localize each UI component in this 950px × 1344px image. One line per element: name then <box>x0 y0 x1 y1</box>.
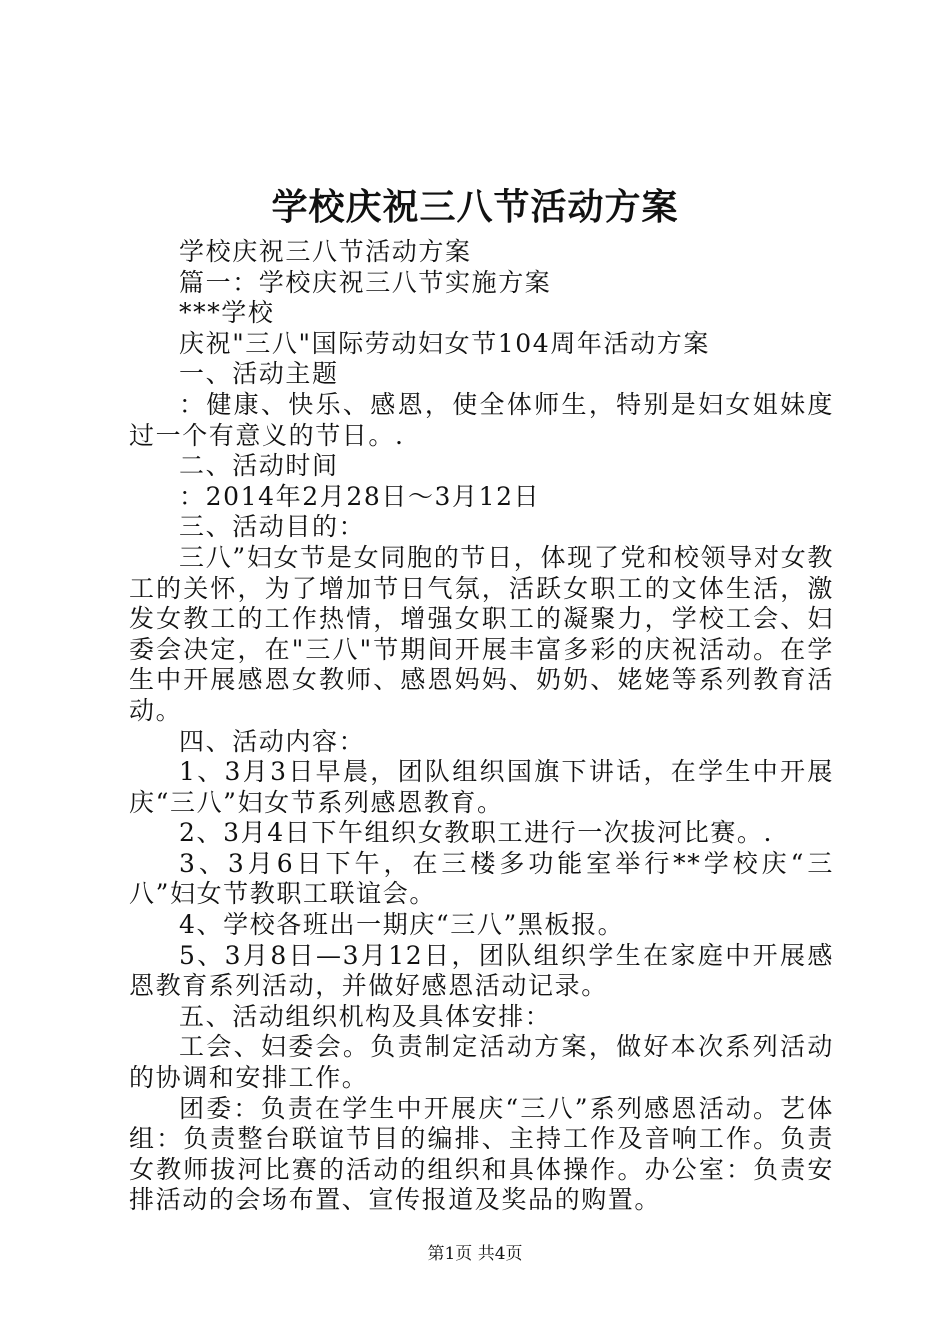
list-item-content-5: 5、3月8日—3月12日，团队组织学生在家庭中开展感恩教育系列活动，并做好感恩活动记录。 <box>129 940 834 1001</box>
list-item-content-3: 3、3月6日下午，在三楼多功能室举行**学校庆“三八”妇女节教职工联谊会。 <box>129 848 834 909</box>
section-heading-time: 二、活动时间 <box>179 451 339 481</box>
paragraph-purpose: 三八”妇女节是女同胞的节日，体现了党和校领导对女教工的关怀，为了增加节日气氛，活跃女职工的文体生活，激发女教工的工作热情，增强女职工的凝聚力，学校工会、妇委会决定，在"三八"节期间开展丰富多彩的庆祝活动。在学生中开展感恩女教师、感恩妈妈、奶奶、姥姥等系列教育活动。 <box>129 542 834 725</box>
page-indicator: 第1页 共4页 <box>427 1244 523 1264</box>
document-body <box>129 237 834 1216</box>
section-heading-theme: 一、活动主题 <box>179 359 339 389</box>
section-heading-organization: 五、活动组织机构及具体安排： <box>179 1001 552 1031</box>
paragraph-time: ：2014年2月28日～3月12日 <box>179 481 541 511</box>
list-item-content-2: 2、3月4日下午组织女教职工进行一次拔河比赛。. <box>179 818 774 848</box>
paragraph-heading-repeat: 学校庆祝三八节活动方案 <box>179 237 472 266</box>
paragraph-union-duties: 工会、妇委会。负责制定活动方案，做好本次系列活动的协调和安排工作。 <box>129 1032 834 1093</box>
paragraph-school-name: ***学校 <box>179 298 275 328</box>
list-item-content-1: 1、3月3日早晨，团队组织国旗下讲话，在学生中开展庆“三八”妇女节系列感恩教育。 <box>129 757 834 817</box>
paragraph-chapter-one: 篇一：学校庆祝三八节实施方案 <box>179 267 552 297</box>
paragraph-theme: ：健康、快乐、感恩，使全体师生，特别是妇女姐妹度过一个有意义的节日。. <box>129 389 834 450</box>
paragraph-committee-duties: 团委：负责在学生中开展庆“三八”系列感恩活动。艺体组：负责整台联谊节目的编排、主持工作及音响工作。负责女教师拔河比赛的活动的组织和具体操作。办公室：负责安排活动的会场布置、宣传报道及奖品的购置。 <box>129 1093 834 1215</box>
section-heading-content: 四、活动内容： <box>179 726 366 756</box>
document-title: 学校庆祝三八节活动方案 <box>271 186 679 228</box>
list-item-content-4: 4、学校各班出一期庆“三八”黑板报。 <box>179 910 625 940</box>
paragraph-plan-title: 庆祝"三八"国际劳动妇女节104周年活动方案 <box>179 328 710 358</box>
section-heading-purpose: 三、活动目的： <box>179 512 366 542</box>
